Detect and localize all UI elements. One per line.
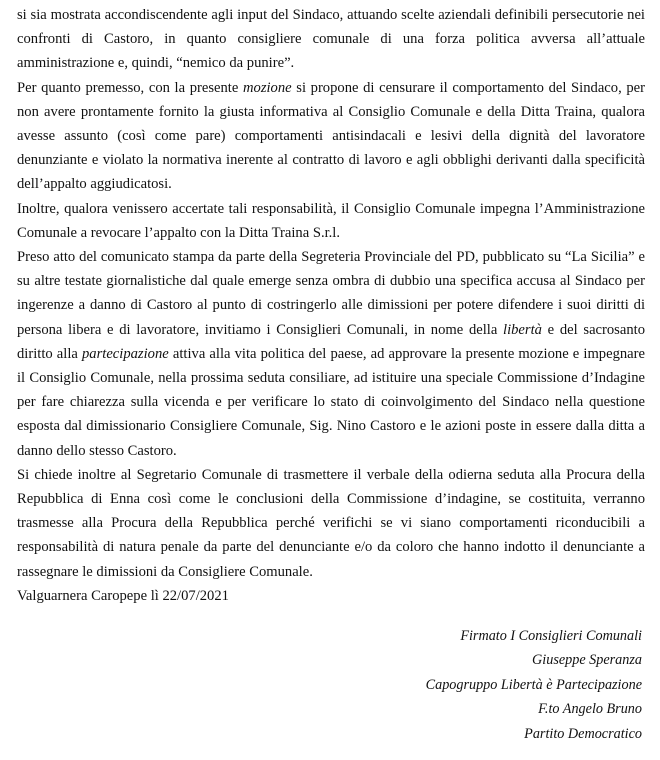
- signatory-party-bruno: Partito Democratico: [524, 725, 642, 742]
- place-and-date: Valguarnera Caropepe lì 22/07/2021: [17, 587, 229, 604]
- signatory-name-speranza: Giuseppe Speranza: [532, 652, 642, 669]
- signature-block: [426, 624, 642, 746]
- emphasized-text: mozione: [242, 79, 292, 96]
- paragraph-text: Preso atto del comunicato stampa da parte della Segreteria Provinciale del PD, pubblicato su “La Sicilia” e su altre testate giornalistiche dal quale emerge senza ombra di dubbio una specifica accusa al Sindaco per ingerenze a danno di Castoro al punto di costringerlo alle dimissioni per potere difendere i suoi diritti di persona libera e di lavoratore, invitiamo i Consiglieri Comunali, in nome della: [17, 249, 645, 338]
- paragraph-text: si sia mostrata accondiscendente agli input del Sindaco, attuando scelte aziendali definibili persecutorie nei confronti di Castoro, in quanto consigliere comunale di una forza politica avversa all’attuale amministrazione e, quindi, “nemico da punire”.: [17, 7, 645, 72]
- paragraph: [17, 245, 645, 463]
- paragraph: [17, 76, 645, 197]
- paragraph: [17, 463, 645, 584]
- document-body: [17, 3, 645, 608]
- emphasized-text: partecipazione: [82, 345, 169, 362]
- signature-heading: Firmato I Consiglieri Comunali: [460, 628, 642, 644]
- paragraph-text: Inoltre, qualora venissero accertate tali responsabilità, il Consiglio Comunale impegna l’Amministrazione Comunale a revocare l’appalto con la Ditta Traina S.r.l.: [17, 200, 645, 241]
- emphasized-text: libertà: [503, 321, 542, 338]
- paragraph-list: [17, 3, 645, 584]
- paragraph-text: si propone di censurare il comportamento del Sindaco, per non avere prontamente fornito la giusta informativa al Consiglio Comunale e della Ditta Traina, qualora avesse assunto (così come pare) comportamenti antisindacali e lesivi della dignità del lavoratore denunziante e violato la normativa inerente al contratto di lavoro e agli obblighi derivanti dalla specificità dell’appalto aggiudicatosi.: [17, 79, 645, 193]
- paragraph-text: attiva alla vita politica del paese, ad approvare la presente mozione e impegnare il Consiglio Comunale, nella prossima seduta consiliare, ad istituire una speciale Commissione d’Indagine per fare chiarezza sulla vicenda e per verificare lo stato di coinvolgimento del Sindaco nella questione esposta dal dimissionario Consigliere Comunale, Sig. Nino Castoro e le azioni poste in essere dalla ditta a danno dello stesso Castoro.: [17, 345, 645, 459]
- paragraph-text: Per quanto premesso, con la presente: [17, 79, 243, 96]
- paragraph-text: e del sacrosanto diritto alla: [17, 321, 645, 362]
- paragraph-text: Si chiede inoltre al Segretario Comunale di trasmettere il verbale della odierna seduta alla Procura della Repubblica di Enna così come le conclusioni della Commissione d’indagine, se costituita, verranno trasmesse alla Procura della Repubblica perché verifichi se vi siano comportamenti riconducibili a responsabilità di natura penale da parte del denunciante e/o da coloro che hanno indotto il denunciante a rassegnare le dimissioni da Consigliere Comunale.: [17, 466, 645, 580]
- signatory-role-speranza: Capogruppo Libertà è Partecipazione: [425, 676, 642, 693]
- paragraph: [17, 3, 645, 76]
- paragraph: [17, 197, 645, 245]
- signatory-name-bruno: F.to Angelo Bruno: [538, 701, 642, 718]
